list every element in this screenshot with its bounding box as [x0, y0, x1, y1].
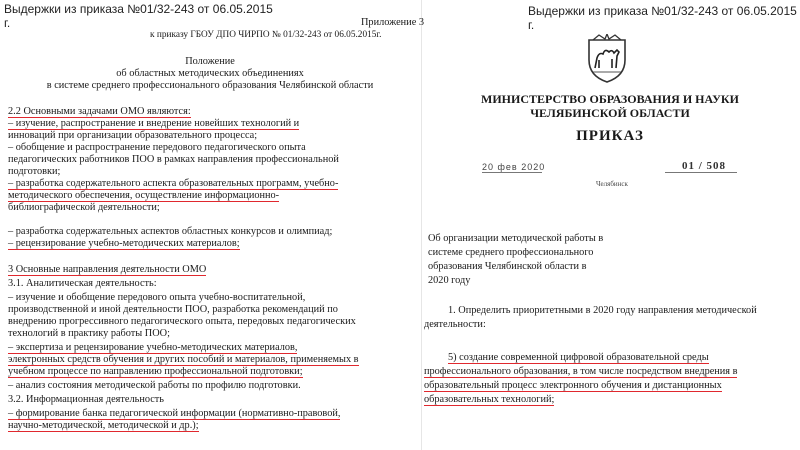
point-5	[448, 352, 709, 364]
list-line: научно-методической, методической и др.);	[8, 420, 199, 431]
list-line: – разработка содержательного аспекта образовательных программ, учебно-	[8, 178, 339, 189]
section-2-2-heading-text: 2.2 Основными задачами ОМО являются:	[8, 106, 191, 117]
list-item: – анализ состояния методической работы по профилю подготовки.	[8, 380, 301, 391]
order-date-stamp: 20 фев 2020	[482, 162, 546, 172]
list-item	[8, 178, 338, 190]
list-line: электронных средств обучения и других пособий и материалов, применяемых в	[8, 354, 359, 365]
list-item	[8, 190, 279, 202]
point-5	[424, 366, 737, 378]
point-5-line: образовательных технологий;	[424, 394, 555, 405]
list-line: методического обеспечения, осуществление информационно-	[8, 190, 280, 201]
order-subject: Об организации методической работы в	[428, 233, 604, 244]
point-5	[424, 380, 722, 392]
list-item: – разработка содержательных аспектов областных конкурсов и олимпиад;	[8, 226, 333, 237]
list-item	[8, 366, 303, 378]
ministry-region: ЧЕЛЯБИНСКОЙ ОБЛАСТИ	[530, 106, 690, 120]
point-1: деятельности:	[424, 319, 486, 330]
order-subject: системе среднего профессионального	[428, 247, 594, 258]
list-line: – изучение, распространение и внедрение новейших технологий и	[8, 118, 300, 129]
list-item: – обобщение и распространение передового педагогического опыта	[8, 142, 306, 153]
list-item: библиографической деятельности;	[8, 202, 160, 213]
point-5	[424, 394, 554, 406]
appendix-label: Приложение 3	[361, 17, 424, 28]
left-caption-tail: г.	[4, 16, 11, 30]
right-caption-tail: г.	[528, 18, 535, 32]
list-item	[8, 354, 359, 366]
point-5-line: профессионального образования, в том числе посредством внедрения в	[424, 366, 738, 377]
list-item	[8, 408, 340, 420]
ministry-name: МИНИСТЕРСТВО ОБРАЗОВАНИЯ И НАУКИ	[481, 92, 739, 106]
city-label: Челябинск	[596, 180, 628, 188]
number-line	[665, 172, 737, 173]
section-2-2-heading	[8, 106, 191, 118]
left-caption: Выдержки из приказа №01/32-243 от 06.05.2015	[4, 2, 273, 16]
list-line: учебном процессе по направлению профессиональной подготовки;	[8, 366, 303, 377]
section-3-heading	[8, 264, 206, 276]
list-item: подготовки;	[8, 166, 61, 177]
list-item: инноваций при организации образовательного процесса;	[8, 130, 258, 141]
list-item: технологий в практику работы ПОО;	[8, 328, 170, 339]
list-item	[8, 342, 297, 354]
coat-of-arms-camel-icon	[585, 34, 629, 84]
point-5-line: 5) создание современной цифровой образовательной среды	[448, 352, 709, 363]
order-title: ПРИКАЗ	[576, 128, 644, 144]
order-subject: 2020 году	[428, 275, 471, 286]
list-item: внедрению прогрессивного педагогического опыта, передовых педагогических	[8, 316, 356, 327]
document-subtitle: об областных методических объединениях	[116, 68, 304, 79]
document-subtitle-2: в системе среднего профессионального образования Челябинской области	[46, 80, 374, 91]
list-item	[8, 420, 199, 432]
list-item: производственной и иной деятельности ПОО, разработка рекомендаций по	[8, 304, 338, 315]
list-item: педагогических работников ПОО в рамках направления профессиональной	[8, 154, 339, 165]
point-5-line: образовательный процесс электронного обучения и дистанционных	[424, 380, 722, 391]
order-subject: образования Челябинской области в	[428, 261, 587, 272]
section-3-heading-text: 3 Основные направления деятельности ОМО	[8, 264, 207, 275]
list-item	[8, 118, 299, 130]
point-1: 1. Определить приоритетными в 2020 году направления методической	[448, 305, 757, 316]
list-item: – изучение и обобщение передового опыта учебно-воспитательной,	[8, 292, 306, 303]
page-divider	[421, 0, 422, 450]
order-reference: к приказу ГБОУ ДПО ЧИРПО № 01/32-243 от 06.05.2015г.	[150, 30, 382, 40]
order-number-stamp: 01 / 508	[682, 160, 727, 172]
list-line: – экспертиза и рецензирование учебно-методических материалов,	[8, 342, 298, 353]
list-line: – рецензирование учебно-методических материалов;	[8, 238, 240, 249]
document-title: Положение	[185, 56, 235, 67]
list-line: – формирование банка педагогической информации (нормативно-правовой,	[8, 408, 341, 419]
list-item	[8, 238, 240, 250]
date-line	[482, 172, 542, 173]
section-3-1-heading: 3.1. Аналитическая деятельность:	[8, 278, 157, 289]
section-3-2-heading: 3.2. Информационная деятельность	[8, 394, 164, 405]
right-caption: Выдержки из приказа №01/32-243 от 06.05.2015	[528, 4, 797, 18]
